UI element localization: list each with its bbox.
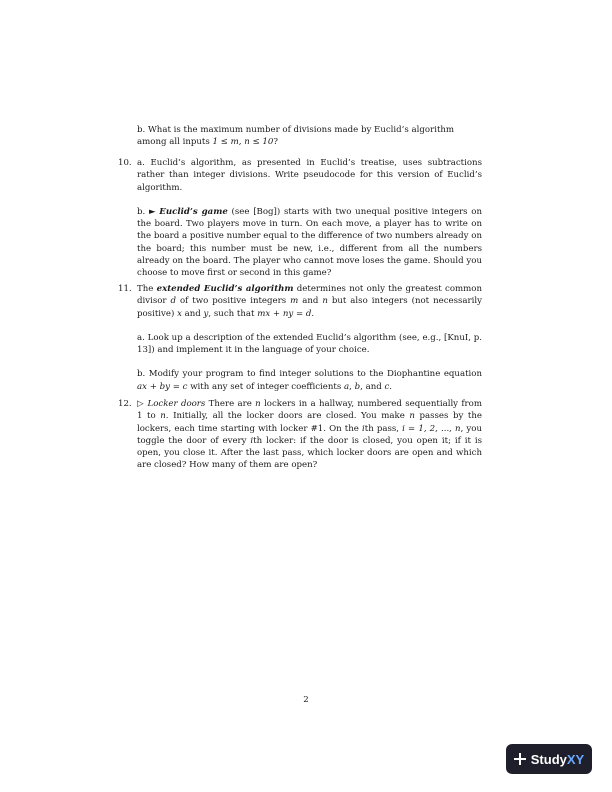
q11-text: The [137, 284, 157, 294]
q11-var: d [170, 296, 177, 307]
q11-text: and [181, 308, 204, 319]
studyxy-badge[interactable] [506, 744, 592, 774]
q11-var: m [290, 296, 299, 307]
q11-b-equation: ax + by = c [137, 381, 188, 392]
plus-icon [514, 753, 526, 765]
q11-equation: mx + ny = d [257, 308, 312, 319]
q10-b-text: (see [Bog]) starts with two unequal positive integers on the board. Two players move in turn. On each move, a player has to write on the board a positive number equal to the difference of two numbers already on the board; this number must be new, i.e., different from all the numbers already on the board. The player who cannot move loses the game. Should you choose to move first or second in this game? [137, 206, 483, 279]
question-number: 11. [118, 284, 132, 294]
q10-part-b [137, 206, 482, 280]
q12-span: th pass, [364, 423, 403, 434]
q11-b-text: b. Modify your program to find integer solutions to the Diophantine equation [137, 369, 482, 380]
q10-part-a: a. Euclid’s algorithm, as presented in Euclid’s treatise, uses subtractions rather than integer divisions. Write pseudocode for this version of Euclid’s algorithm. [137, 158, 482, 193]
q11-b-text: , and [360, 381, 385, 392]
q12-text [137, 398, 482, 472]
q12-var: i [361, 423, 365, 434]
q11-b-text: . [389, 381, 393, 392]
q11-text: , such that [208, 308, 258, 319]
q12-var: n [409, 411, 415, 422]
q11-text: and [298, 296, 323, 307]
q11-text: of two positive integers [176, 296, 291, 307]
q11-title: extended Euclid’s algorithm [156, 284, 294, 294]
q11-b-var: a [344, 381, 350, 392]
brand-main: Study [530, 751, 567, 767]
q12-title: Locker doors [147, 399, 206, 409]
question-number: 10. [118, 158, 132, 168]
q11-part-b [137, 368, 482, 393]
q12-span: lockers in a hallway, numbered sequentially from 1 to [137, 399, 482, 422]
q12-span: There are [205, 399, 256, 409]
q11-b-var: c [384, 381, 390, 392]
q10-b-title: Euclid’s game [159, 206, 228, 217]
q12-span: , you toggle the door of every [137, 423, 482, 446]
q12-equation: i = 1, 2, ..., n [402, 423, 461, 434]
q12-marker: ▷ [137, 399, 148, 409]
q12-span: . Initially, all the locker doors are closed. You make [165, 411, 410, 422]
q11-b-text: , [349, 381, 355, 392]
brand-name [531, 752, 584, 767]
q12-span: passes by the lockers, each time starting with locker #1. On the [137, 411, 482, 434]
q12-var: n [160, 411, 166, 422]
q10-b-lead: b. ► [137, 206, 160, 217]
q12-var: i [250, 435, 254, 446]
question-12 [118, 398, 482, 472]
q9b-line1: b. What is the maximum number of divisions made by Euclid’s algorithm [137, 125, 455, 135]
question-10 [118, 157, 482, 280]
q9b-line2-post: ? [273, 137, 278, 148]
q9b-line2-pre: among all inputs [137, 137, 213, 148]
q11-var: x [177, 308, 182, 319]
question-9b [137, 124, 482, 149]
q12-var: n [255, 399, 261, 409]
q11-var: n [322, 296, 328, 307]
q11-intro [137, 283, 482, 320]
q11-b-text: with any set of integer coefficients [187, 381, 344, 392]
page-number: 2 [303, 695, 309, 705]
q11-b-var: b [354, 381, 361, 392]
q11-text: but also integers (not necessarily positive) [137, 296, 483, 319]
q9b-math: 1 ≤ m, n ≤ 10 [212, 137, 274, 148]
question-number: 12. [118, 399, 132, 409]
q11-var: y [203, 308, 209, 319]
q11-text: . [311, 308, 315, 319]
q12-span: th locker: if the door is closed, you open it; if it is open, you close it. After the last pass, which locker doors are open and which are closed? How many of them are open? [137, 435, 482, 471]
brand-accent: XY [566, 751, 585, 767]
q11-text: determines not only the greatest common divisor [137, 284, 482, 307]
q11-part-a: a. Look up a description of the extended Euclid’s algorithm (see, e.g., [KnuI, p. 13]) and implement it in the language of your choice. [137, 332, 482, 356]
question-11 [118, 283, 482, 393]
